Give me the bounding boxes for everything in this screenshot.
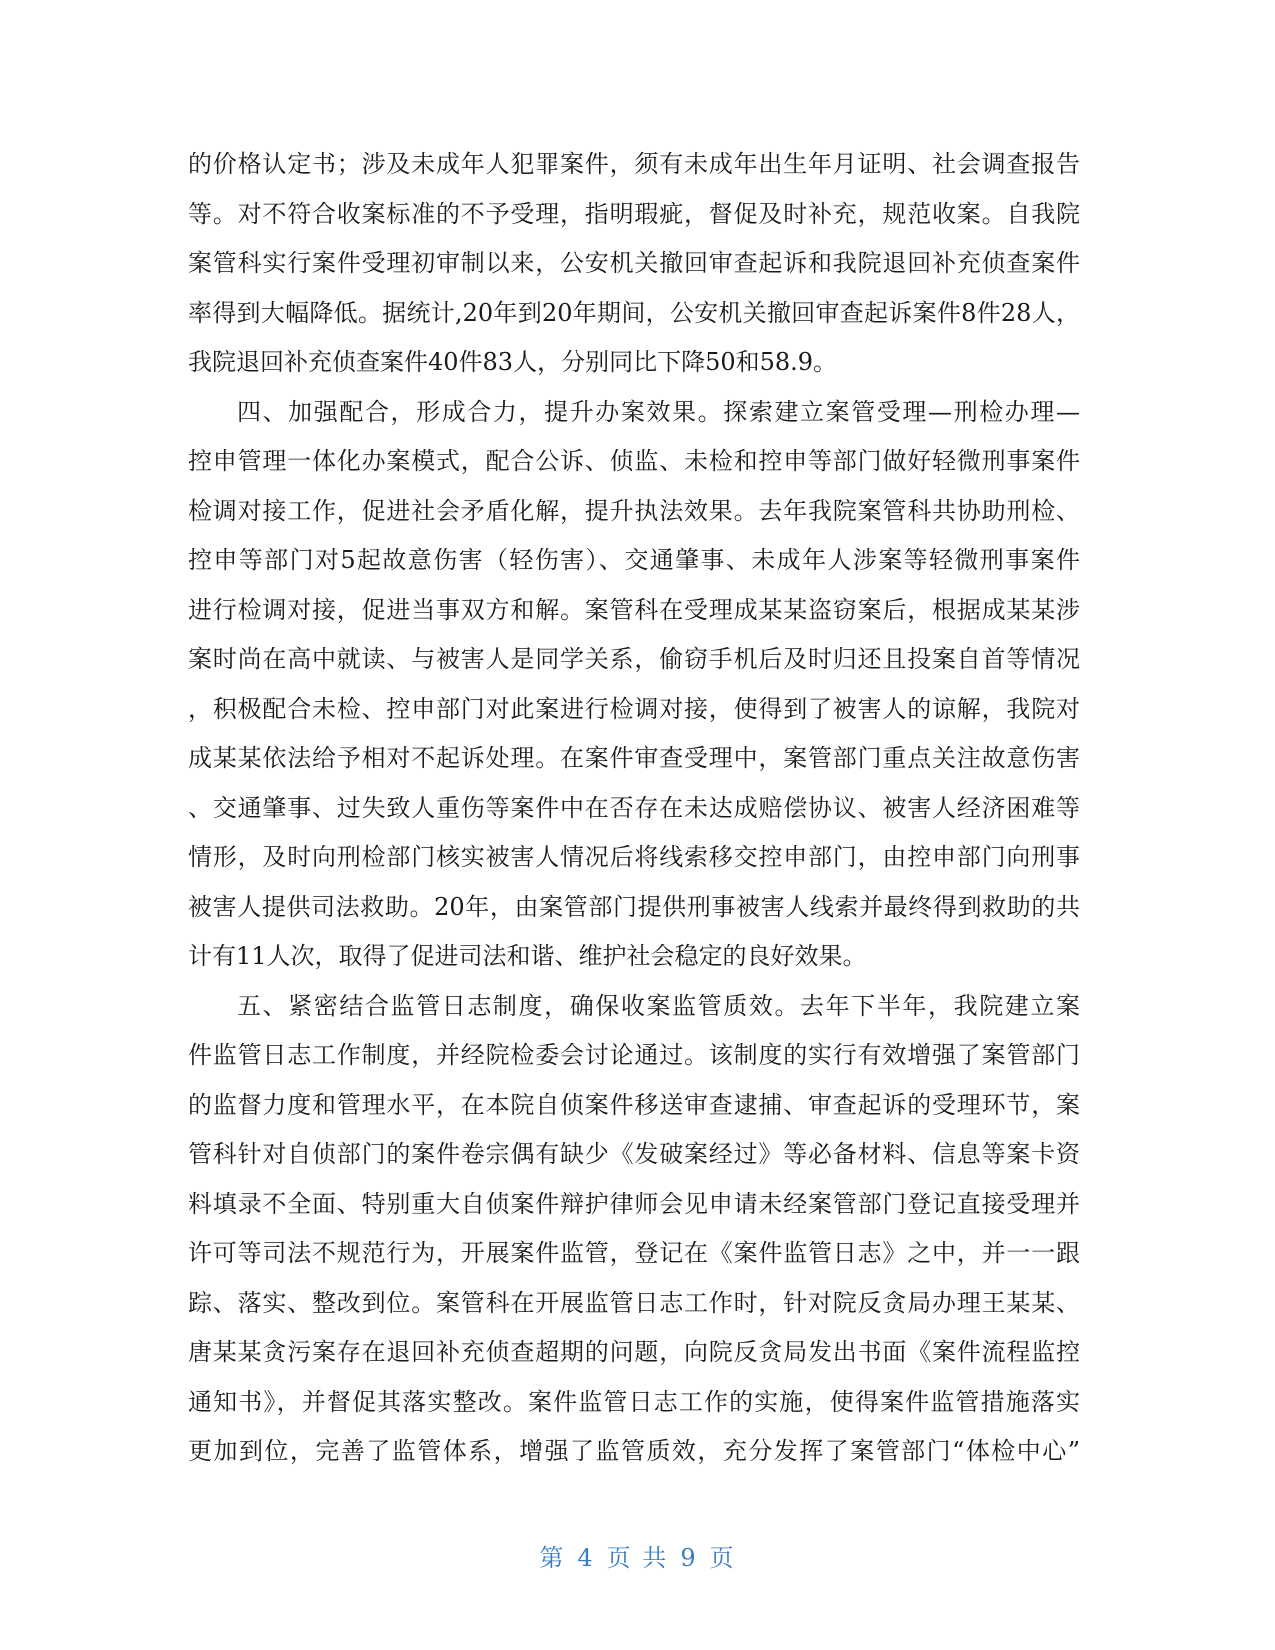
text-line: ，积极配合未检、控申部门对此案进行检调对接，使得到了被害人的谅解，我院对: [188, 694, 1080, 723]
text-line: 成某某依法给予相对不起诉处理。在案件审查受理中，案管部门重点关注故意伤害: [188, 744, 1080, 772]
text-line: 五、紧密结合监管日志制度，确保收案监管质效。去年下半年，我院建立案: [237, 991, 1080, 1020]
paragraph-3: [188, 982, 1080, 1477]
text-line: 我院退回补充侦查案件40件83人，分别同比下降50和58.9。: [188, 348, 838, 376]
text-line: 唐某某贪污案存在退回补充侦查超期的问题，向院反贪局发出书面《案件流程监控: [188, 1338, 1080, 1366]
text-line: 控申等部门对5起故意伤害（轻伤害）、交通肇事、未成年人涉案等轻微刑事案件: [188, 546, 1080, 574]
text-line: 进行检调对接，促进当事双方和解。案管科在受理成某某盗窃案后，根据成某某涉: [188, 595, 1080, 624]
text-line: 被害人提供司法救助。20年，由案管部门提供刑事被害人线索并最终得到救助的共: [188, 892, 1080, 921]
text-line: 更加到位，完善了监管体系，增强了监管质效，充分发挥了案管部门“体检中心”: [188, 1437, 1080, 1465]
text-line: 率得到大幅降低。据统计,20年到20年期间，公安机关撤回审查起诉案件8件28人，: [188, 298, 1080, 327]
text-line: 案时尚在高中就读、与被害人是同学关系，偷窃手机后及时归还且投案自首等情况: [188, 645, 1080, 673]
document-body: [188, 140, 1080, 1477]
text-line: 等。对不符合收案标准的不予受理，指明瑕疵，督促及时补充，规范收案。自我院: [188, 199, 1080, 228]
text-line: 许可等司法不规范行为，开展案件监管，登记在《案件监管日志》之中，并一一跟: [188, 1239, 1080, 1267]
page-suffix: 页: [709, 1544, 736, 1572]
text-line: 计有11人次，取得了促进司法和谐、维护社会稳定的良好效果。: [188, 942, 867, 970]
text-line: 件监管日志工作制度，并经院检委会讨论通过。该制度的实行有效增强了案管部门: [188, 1041, 1080, 1069]
text-line: 、交通肇事、过失致人重伤等案件中在否存在未达成赔偿协议、被害人经济困难等: [188, 793, 1080, 822]
text-line: 控申管理一体化办案模式，配合公诉、侦监、未检和控申等部门做好轻微刑事案件: [188, 447, 1080, 475]
paragraph-1: [188, 140, 1080, 388]
text-line: 的价格认定书；涉及未成年人犯罪案件，须有未成年出生年月证明、社会调查报告: [188, 150, 1080, 178]
page-number-footer: [0, 1538, 1275, 1573]
text-line: 检调对接工作，促进社会矛盾化解，提升执法效果。去年我院案管科共协助刑检、: [188, 496, 1080, 525]
total-page-number: 9: [680, 1544, 698, 1572]
text-line: 四、加强配合，形成合力，提升办案效果。探索建立案管受理—刑检办理—: [237, 397, 1080, 426]
text-line: 情形，及时向刑检部门核实被害人情况后将线索移交控申部门，由控申部门向刑事: [188, 843, 1080, 871]
page-prefix: 第: [539, 1544, 566, 1572]
text-line: 踪、落实、整改到位。案管科在开展监管日志工作时，针对院反贪局办理王某某、: [188, 1288, 1080, 1317]
text-line: 的监督力度和管理水平，在本院自侦案件移送审查逮捕、审查起诉的受理环节，案: [188, 1090, 1080, 1119]
text-line: 通知书》，并督促其落实整改。案件监管日志工作的实施，使得案件监管措施落实: [188, 1387, 1080, 1416]
page-middle: 页 共: [606, 1544, 669, 1572]
text-line: 管科针对自侦部门的案件卷宗偶有缺少《发破案经过》等必备材料、信息等案卡资: [188, 1140, 1080, 1168]
current-page-number: 4: [577, 1544, 595, 1572]
text-line: 料填录不全面、特别重大自侦案件辩护律师会见申请未经案管部门登记直接受理并: [188, 1189, 1080, 1218]
paragraph-2: [188, 388, 1080, 982]
text-line: 案管科实行案件受理初审制以来，公安机关撤回审查起诉和我院退回补充侦查案件: [188, 249, 1080, 277]
